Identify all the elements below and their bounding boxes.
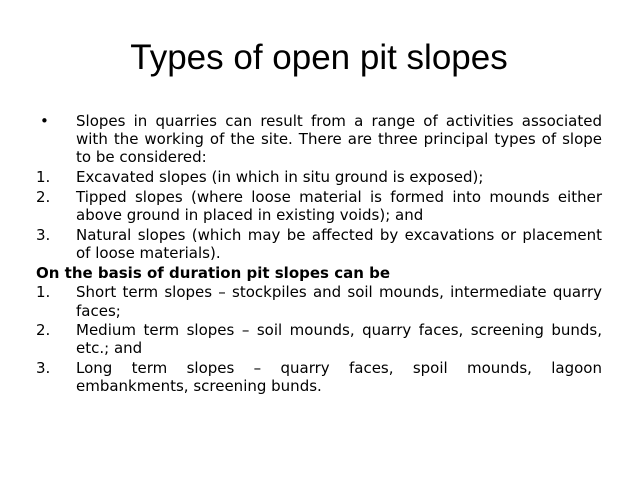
- list-number: 1.: [36, 283, 51, 302]
- type-text: Tipped slopes (where loose material is formed into mounds either above ground in placed in existing voids); and: [76, 187, 602, 225]
- list-number: 2.: [36, 321, 51, 340]
- type-item-2: [36, 188, 602, 224]
- duration-item-2: [36, 321, 602, 357]
- type-item-1: [36, 168, 602, 186]
- list-number: 2.: [36, 187, 51, 206]
- intro-bullet: [36, 112, 602, 167]
- duration-heading: On the basis of duration pit slopes can be: [36, 263, 391, 282]
- duration-text: Long term slopes – quarry faces, spoil mounds, lagoon embankments, screening bunds.: [76, 359, 602, 396]
- slide-title: Types of open pit slopes: [130, 38, 508, 77]
- bullet-marker: •: [40, 112, 49, 130]
- duration-item-1: [36, 283, 602, 319]
- type-text: Natural slopes (which may be affected by excavations or placement of loose materials).: [76, 225, 602, 262]
- type-item-3: [36, 226, 602, 262]
- duration-text: Medium term slopes – soil mounds, quarry faces, screening bunds, etc.; and: [76, 321, 602, 358]
- duration-text: Short term slopes – stockpiles and soil mounds, intermediate quarry faces;: [76, 283, 602, 320]
- slide-body: [36, 112, 602, 397]
- list-number: 3.: [36, 225, 51, 244]
- list-number: 3.: [36, 359, 51, 378]
- intro-text: Slopes in quarries can result from a range of activities associated with the working of the site. There are three principal types of slope to be considered:: [76, 112, 602, 167]
- type-text: Excavated slopes (in which in situ ground is exposed);: [76, 168, 484, 187]
- duration-item-3: [36, 359, 602, 395]
- list-number: 1.: [36, 168, 51, 187]
